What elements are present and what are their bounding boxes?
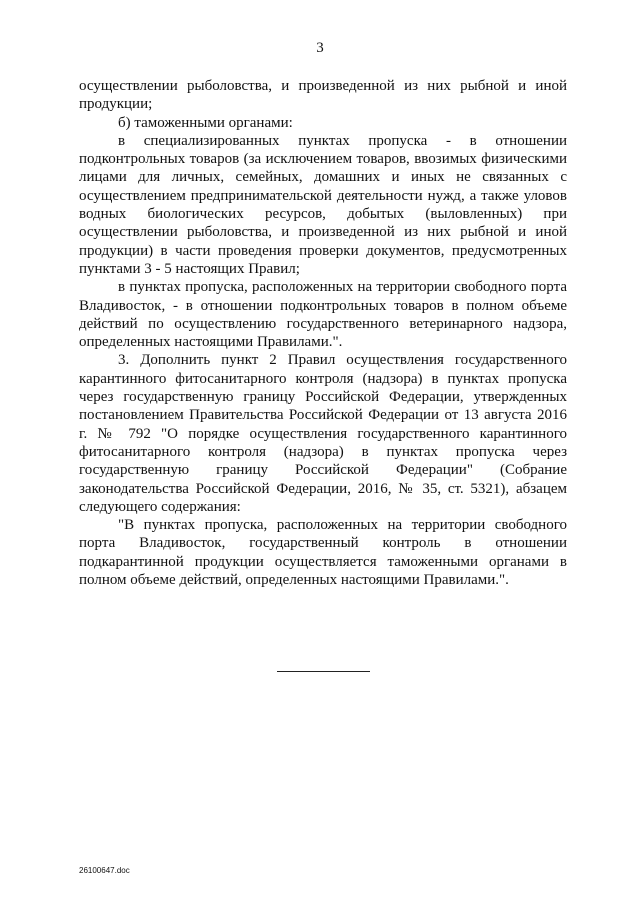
paragraph-quoted-addition: "В пунктах пропуска, расположенных на территории свободного порта Владивосток, государственный контроль в отношении подкарантинной продукции осуществляется таможенными органами в полном объеме действий, определенных настоящими Правилами.". (79, 517, 567, 589)
document-body (79, 77, 567, 589)
page-number: 3 (316, 40, 324, 56)
paragraph-item-3: 3. Дополнить пункт 2 Правил осуществления государственного карантинного фитосанитарного контроля (надзора) в пунктах пропуска через государственную границу Российской Федерации, утвержденных постановлением Правительства Российской Федерации от 13 августа 2016 г. № 792 "О порядке осуществления государственного карантинного фитосанитарного контроля (надзора) в пунктах пропуска через государственную границу Российской Федерации" (Собрание законодательства Российской Федерации, 2016, № 35, ст. 5321), абзацем следующего содержания: (79, 352, 567, 515)
footer-doc-code: 26100647.doc (79, 866, 130, 875)
end-divider (277, 671, 370, 672)
paragraph-customs-heading: б) таможенными органами: (118, 114, 293, 131)
paragraph-vladivostok-veterinary: в пунктах пропуска, расположенных на территории свободного порта Владивосток, - в отношении подконтрольных товаров в полном объеме действий по осуществлению государственного ветеринарного надзора, определенных настоящими Правилами.". (79, 279, 567, 351)
paragraph-specialized-checkpoints: в специализированных пунктах пропуска - в отношении подконтрольных товаров (за исключением товаров, ввозимых физическими лицами для личных, семейных, домашних и иных не связанных с осуществлением предпринимательской деятельности нужд, а также уловов водных биологических ресурсов, добытых (выловленных) при осуществлении рыболовства, и произведенной из них рыбной и иной продукции) в части проведения проверки документов, предусмотренных пунктами 3 - 5 настоящих Правил; (79, 132, 567, 277)
paragraph-continuation: осуществлении рыболовства, и произведенной из них рыбной и иной продукции; (79, 78, 567, 113)
